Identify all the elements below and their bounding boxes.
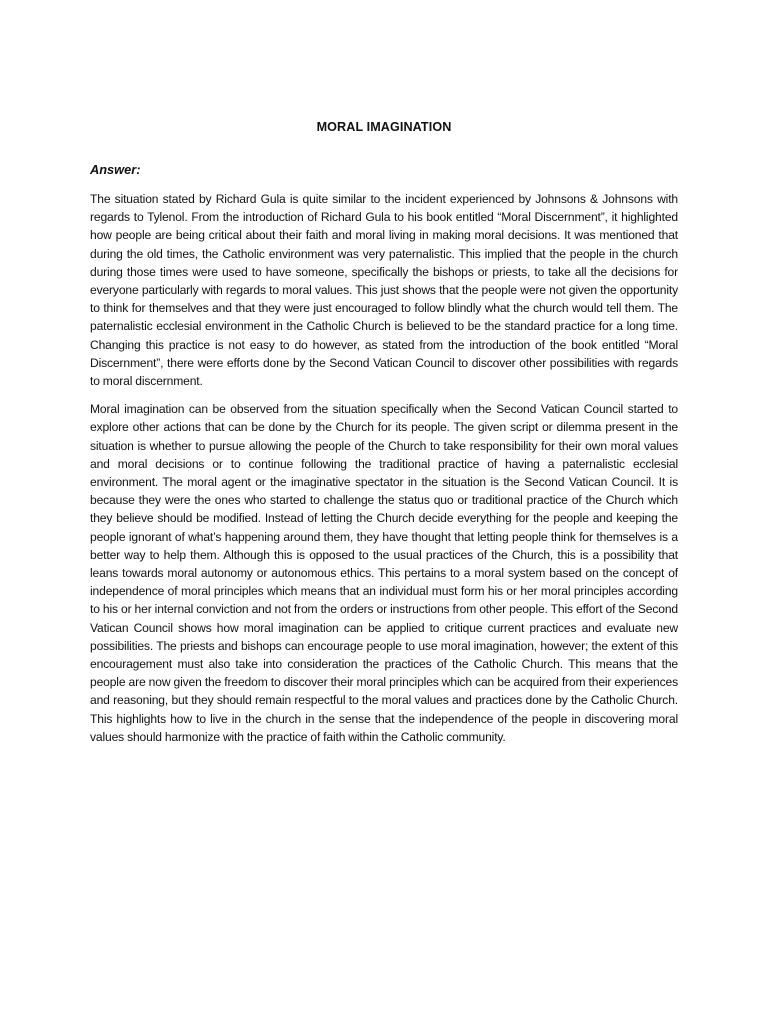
document-body [90,190,678,756]
paragraph-2: Moral imagination can be observed from the situation specifically when the Second Vatican Council started to explore other actions that can be done by the Church for its people. The given script or dilemma present in the situation is whether to pursue allowing the people of the Church to take responsibility for their own moral values and moral decisions or to continue following the traditional practice of having a paternalistic ecclesial environment. The moral agent or the imaginative spectator in the situation is the Second Vatican Council. It is because they were the ones who started to challenge the status quo or traditional practice of the Church which they believe should be modified. Instead of letting the Church decide everything for the people and keeping the people ignorant of what’s happening around them, they have thought that letting people think for themselves is a better way to help them. Although this is opposed to the usual practices of the Church, this is a possibility that leans towards moral autonomy or autonomous ethics. This pertains to a moral system based on the concept of independence of moral principles which means that an individual must form his or her moral principles according to his or her internal conviction and not from the orders or instructions from other people. This effort of the Second Vatican Council shows how moral imagination can be applied to critique current practices and evaluate new possibilities. The priests and bishops can encourage people to use moral imagination, however; the extent of this encouragement must also take into consideration the practices of the Catholic Church. This means that the people are now given the freedom to discover their moral principles which can be acquired from their experiences and reasoning, but they should remain respectful to the moral values and practices done by the Catholic Church. This highlights how to live in the church in the sense that the independence of the people in discovering moral values should harmonize with the practice of faith within the Catholic community. [90,402,678,744]
document-title: MORAL IMAGINATION [316,120,452,134]
paragraph-1: The situation stated by Richard Gula is quite similar to the incident experienced by Johnsons & Johnsons with regards to Tylenol. From the introduction of Richard Gula to his book entitled “Moral Discernment”, it highlighted how people are being critical about their faith and moral living in making moral decisions. It was mentioned that during the old times, the Catholic environment was very paternalistic. This implied that the people in the church during those times were used to have someone, specifically the bishops or priests, to take all the decisions for everyone particularly with regards to moral values. This just shows that the people were not given the opportunity to think for themselves and that they were just encouraged to follow blindly what the church would tell them. The paternalistic ecclesial environment in the Catholic Church is believed to be the standard practice for a long time. Changing this practice is not easy to do however, as stated from the introduction of the book entitled “Moral Discernment”, there were efforts done by the Second Vatican Council to discover other possibilities with regards to moral discernment. [90,192,678,389]
answer-label: Answer: [90,162,141,177]
